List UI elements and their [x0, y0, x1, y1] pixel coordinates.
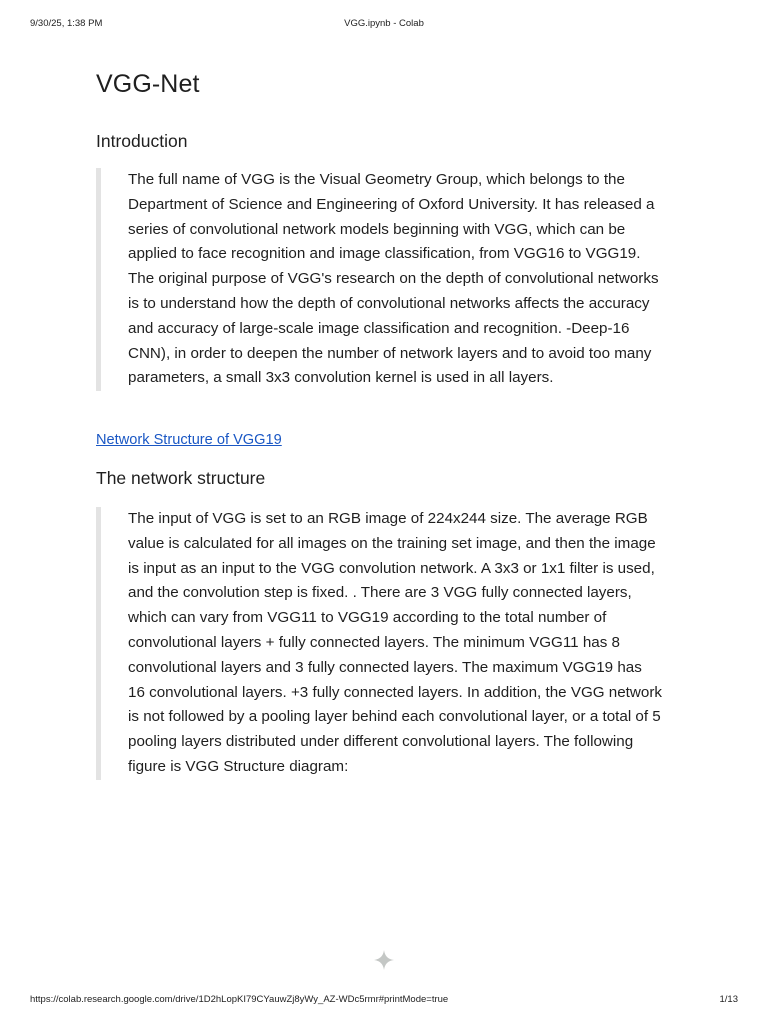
introduction-blockquote — [96, 168, 662, 391]
page-number: 1/13 — [719, 994, 738, 1005]
print-footer — [30, 994, 738, 1008]
print-header — [30, 18, 738, 32]
introduction-heading: Introduction — [96, 131, 188, 151]
sparkle-icon — [372, 948, 396, 972]
print-date: 9/30/25, 1:38 PM — [30, 18, 103, 29]
network-structure-link[interactable]: Network Structure of VGG19 — [96, 432, 282, 448]
page-title: VGG-Net — [96, 70, 200, 98]
network-structure-heading: The network structure — [96, 468, 266, 488]
network-structure-text: The input of VGG is set to an RGB image of 224x244 size. The average RGB value is calculated for all images on the training set image, and then the image is input as an input to the VGG convolution network. A 3x3 or 1x1 filter is used, and the convolution step is fixed. . There are 3 VGG fully connected layers, which can vary from VGG11 to VGG19 according to the total number of convolutional layers + fully connected layers. The minimum VGG11 has 8 convolutional layers and 3 fully connected layers. The maximum VGG19 has 16 convolutional layers. +3 fully connected layers. In addition, the VGG network is not followed by a pooling layer behind each convolutional layer, or a total of 5 pooling layers distributed under different convolutional layers. The following figure is VGG Structure diagram: — [128, 510, 662, 775]
introduction-text: The full name of VGG is the Visual Geometry Group, which belongs to the Department of Science and Engineering of Oxford University. It has released a series of convolutional network models beginning with VGG, which can be applied to face recognition and image classification, from VGG16 to VGG19. The original purpose of VGG's research on the depth of convolutional networks is to understand how the depth of convolutional networks affects the accuracy and accuracy of large-scale image classification and recognition. -Deep-16 CNN), in order to deepen the number of network layers and to avoid too many parameters, a small 3x3 convolution kernel is used in all layers. — [128, 171, 659, 387]
print-url: https://colab.research.google.com/drive/1D2hLopKI79CYauwZj8yWy_AZ-WDc5rmr#printMode=true — [30, 994, 449, 1005]
print-document-title: VGG.ipynb - Colab — [344, 18, 424, 29]
network-structure-blockquote — [96, 507, 662, 780]
